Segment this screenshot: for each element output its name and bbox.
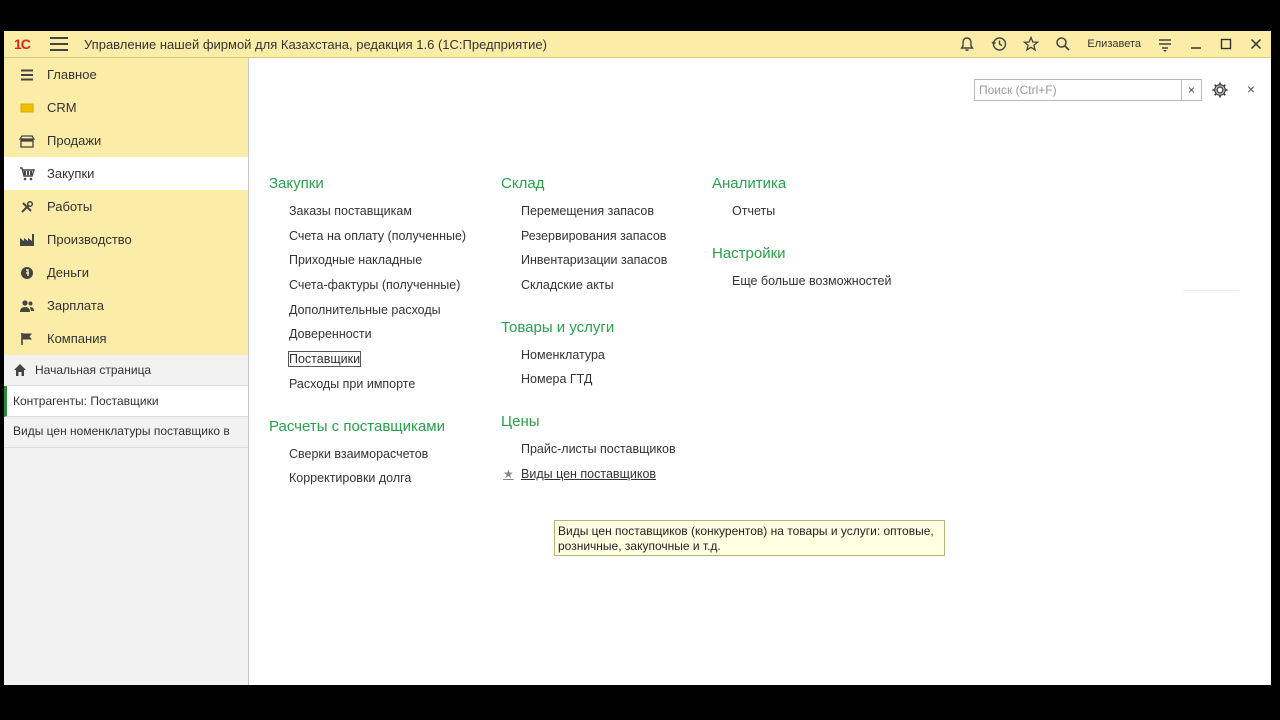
favorite-star-icon[interactable]: ★ — [503, 466, 514, 481]
column-warehouse — [501, 174, 676, 487]
group-title-warehouse: Склад — [501, 175, 545, 192]
crm-icon — [19, 100, 35, 116]
sidebar-item-label: Закупки — [47, 166, 95, 181]
star-icon[interactable] — [1015, 31, 1047, 58]
link-suppliers[interactable]: Поставщики — [289, 352, 361, 367]
sidebar-item-works[interactable] — [4, 190, 248, 223]
column-purchases — [269, 174, 466, 491]
link-additional-costs[interactable]: Дополнительные расходы — [289, 302, 441, 317]
group-title-goods-services: Товары и услуги — [501, 318, 615, 336]
minimize-icon[interactable] — [1181, 31, 1211, 58]
open-window-suppliers[interactable] — [4, 386, 248, 417]
sidebar-item-crm[interactable] — [4, 91, 248, 124]
link-more-features[interactable]: Еще больше возможностей — [732, 273, 892, 288]
link-invoices-received[interactable]: Счета на оплату (полученные) — [289, 228, 467, 243]
main-panel — [250, 58, 1271, 685]
sidebar — [4, 58, 249, 685]
tooltip: Виды цен поставщиков (конкурентов) на товары и услуги: оптовые, розничные, закупочные и т.д. — [554, 520, 945, 556]
link-reports[interactable]: Отчеты — [732, 204, 776, 218]
link-receipts[interactable]: Приходные накладные — [289, 253, 423, 268]
link-warehouse-acts[interactable]: Складские акты — [521, 278, 614, 293]
link-customs-numbers[interactable]: Номера ГТД — [521, 372, 593, 387]
divider — [1183, 290, 1239, 291]
sidebar-item-label: CRM — [47, 100, 77, 115]
title-bar — [4, 31, 1271, 58]
sidebar-item-label: Работы — [47, 199, 93, 214]
open-windows-list — [4, 355, 248, 448]
link-supplier-orders[interactable]: Заказы поставщикам — [289, 204, 412, 218]
link-supplier-price-types[interactable]: ★ Виды цен поставщиков — [501, 462, 676, 487]
column-analytics — [712, 174, 891, 293]
sidebar-item-salary[interactable] — [4, 289, 248, 322]
open-window-home[interactable] — [4, 355, 248, 386]
people-icon — [19, 298, 35, 314]
sidebar-item-main[interactable] — [4, 58, 248, 91]
app-window — [4, 31, 1271, 685]
search-clear-button[interactable]: × — [1182, 79, 1202, 101]
link-stock-inventories[interactable]: Инвентаризации запасов — [521, 253, 668, 268]
menu-icon — [19, 67, 35, 83]
open-window-label: Виды цен номенклатуры поставщико в — [13, 424, 230, 438]
sales-icon — [19, 133, 35, 149]
app-logo: 1С — [14, 36, 30, 52]
group-title-settlements: Расчеты с поставщиками — [269, 417, 445, 435]
search-icon[interactable] — [1047, 31, 1079, 58]
money-icon — [19, 265, 35, 281]
user-name[interactable]: Елизавета — [1087, 38, 1141, 50]
purchases-icon — [19, 166, 35, 182]
open-window-label: Начальная страница — [35, 362, 152, 377]
history-icon[interactable] — [983, 31, 1015, 58]
link-debt-adjustments[interactable]: Корректировки долга — [289, 471, 412, 486]
open-window-label: Контрагенты: Поставщики — [13, 393, 159, 408]
group-title-settings: Настройки — [712, 244, 786, 262]
link-import-costs[interactable]: Расходы при импорте — [289, 376, 416, 391]
group-title-prices: Цены — [501, 413, 540, 431]
sidebar-item-label: Зарплата — [47, 298, 104, 313]
sidebar-item-label: Компания — [47, 331, 107, 346]
home-icon — [13, 363, 27, 377]
link-powers-of-attorney[interactable]: Доверенности — [289, 327, 372, 342]
sidebar-item-purchases[interactable] — [4, 157, 248, 190]
app-title: Управление нашей фирмой для Казахстана, редакция 1.6 (1С:Предприятие) — [84, 36, 547, 52]
flag-icon — [19, 331, 35, 347]
section-panel — [4, 58, 248, 355]
sidebar-item-sales[interactable] — [4, 124, 248, 157]
link-stock-transfers[interactable]: Перемещения запасов — [521, 204, 654, 218]
settings-icon[interactable] — [1149, 31, 1181, 58]
maximize-icon[interactable] — [1211, 31, 1241, 58]
close-icon[interactable] — [1241, 31, 1271, 58]
link-reconciliations[interactable]: Сверки взаиморасчетов — [289, 446, 429, 461]
link-tax-invoices[interactable]: Счета-фактуры (полученные) — [289, 278, 461, 293]
group-title-purchases: Закупки — [269, 175, 324, 192]
sidebar-item-label: Деньги — [47, 265, 89, 280]
search-input[interactable] — [974, 79, 1182, 101]
gear-icon[interactable] — [1211, 81, 1229, 99]
sidebar-item-label: Продажи — [47, 133, 102, 148]
bell-icon[interactable] — [951, 31, 983, 58]
sidebar-item-company[interactable] — [4, 322, 248, 355]
link-supplier-price-lists[interactable]: Прайс-листы поставщиков — [521, 442, 676, 457]
link-stock-reservations[interactable]: Резервирования запасов — [521, 228, 667, 243]
tools-icon — [19, 199, 35, 215]
sidebar-item-label: Производство — [47, 232, 132, 247]
main-menu-icon[interactable] — [50, 37, 68, 51]
sidebar-item-label: Главное — [47, 67, 97, 82]
open-window-price-types[interactable] — [4, 417, 248, 448]
factory-icon — [19, 232, 35, 248]
link-nomenclature[interactable]: Номенклатура — [521, 347, 605, 362]
sidebar-item-production[interactable] — [4, 223, 248, 256]
sidebar-item-money[interactable] — [4, 256, 248, 289]
close-panel-button[interactable]: × — [1246, 81, 1256, 97]
group-title-analytics: Аналитика — [712, 175, 787, 192]
